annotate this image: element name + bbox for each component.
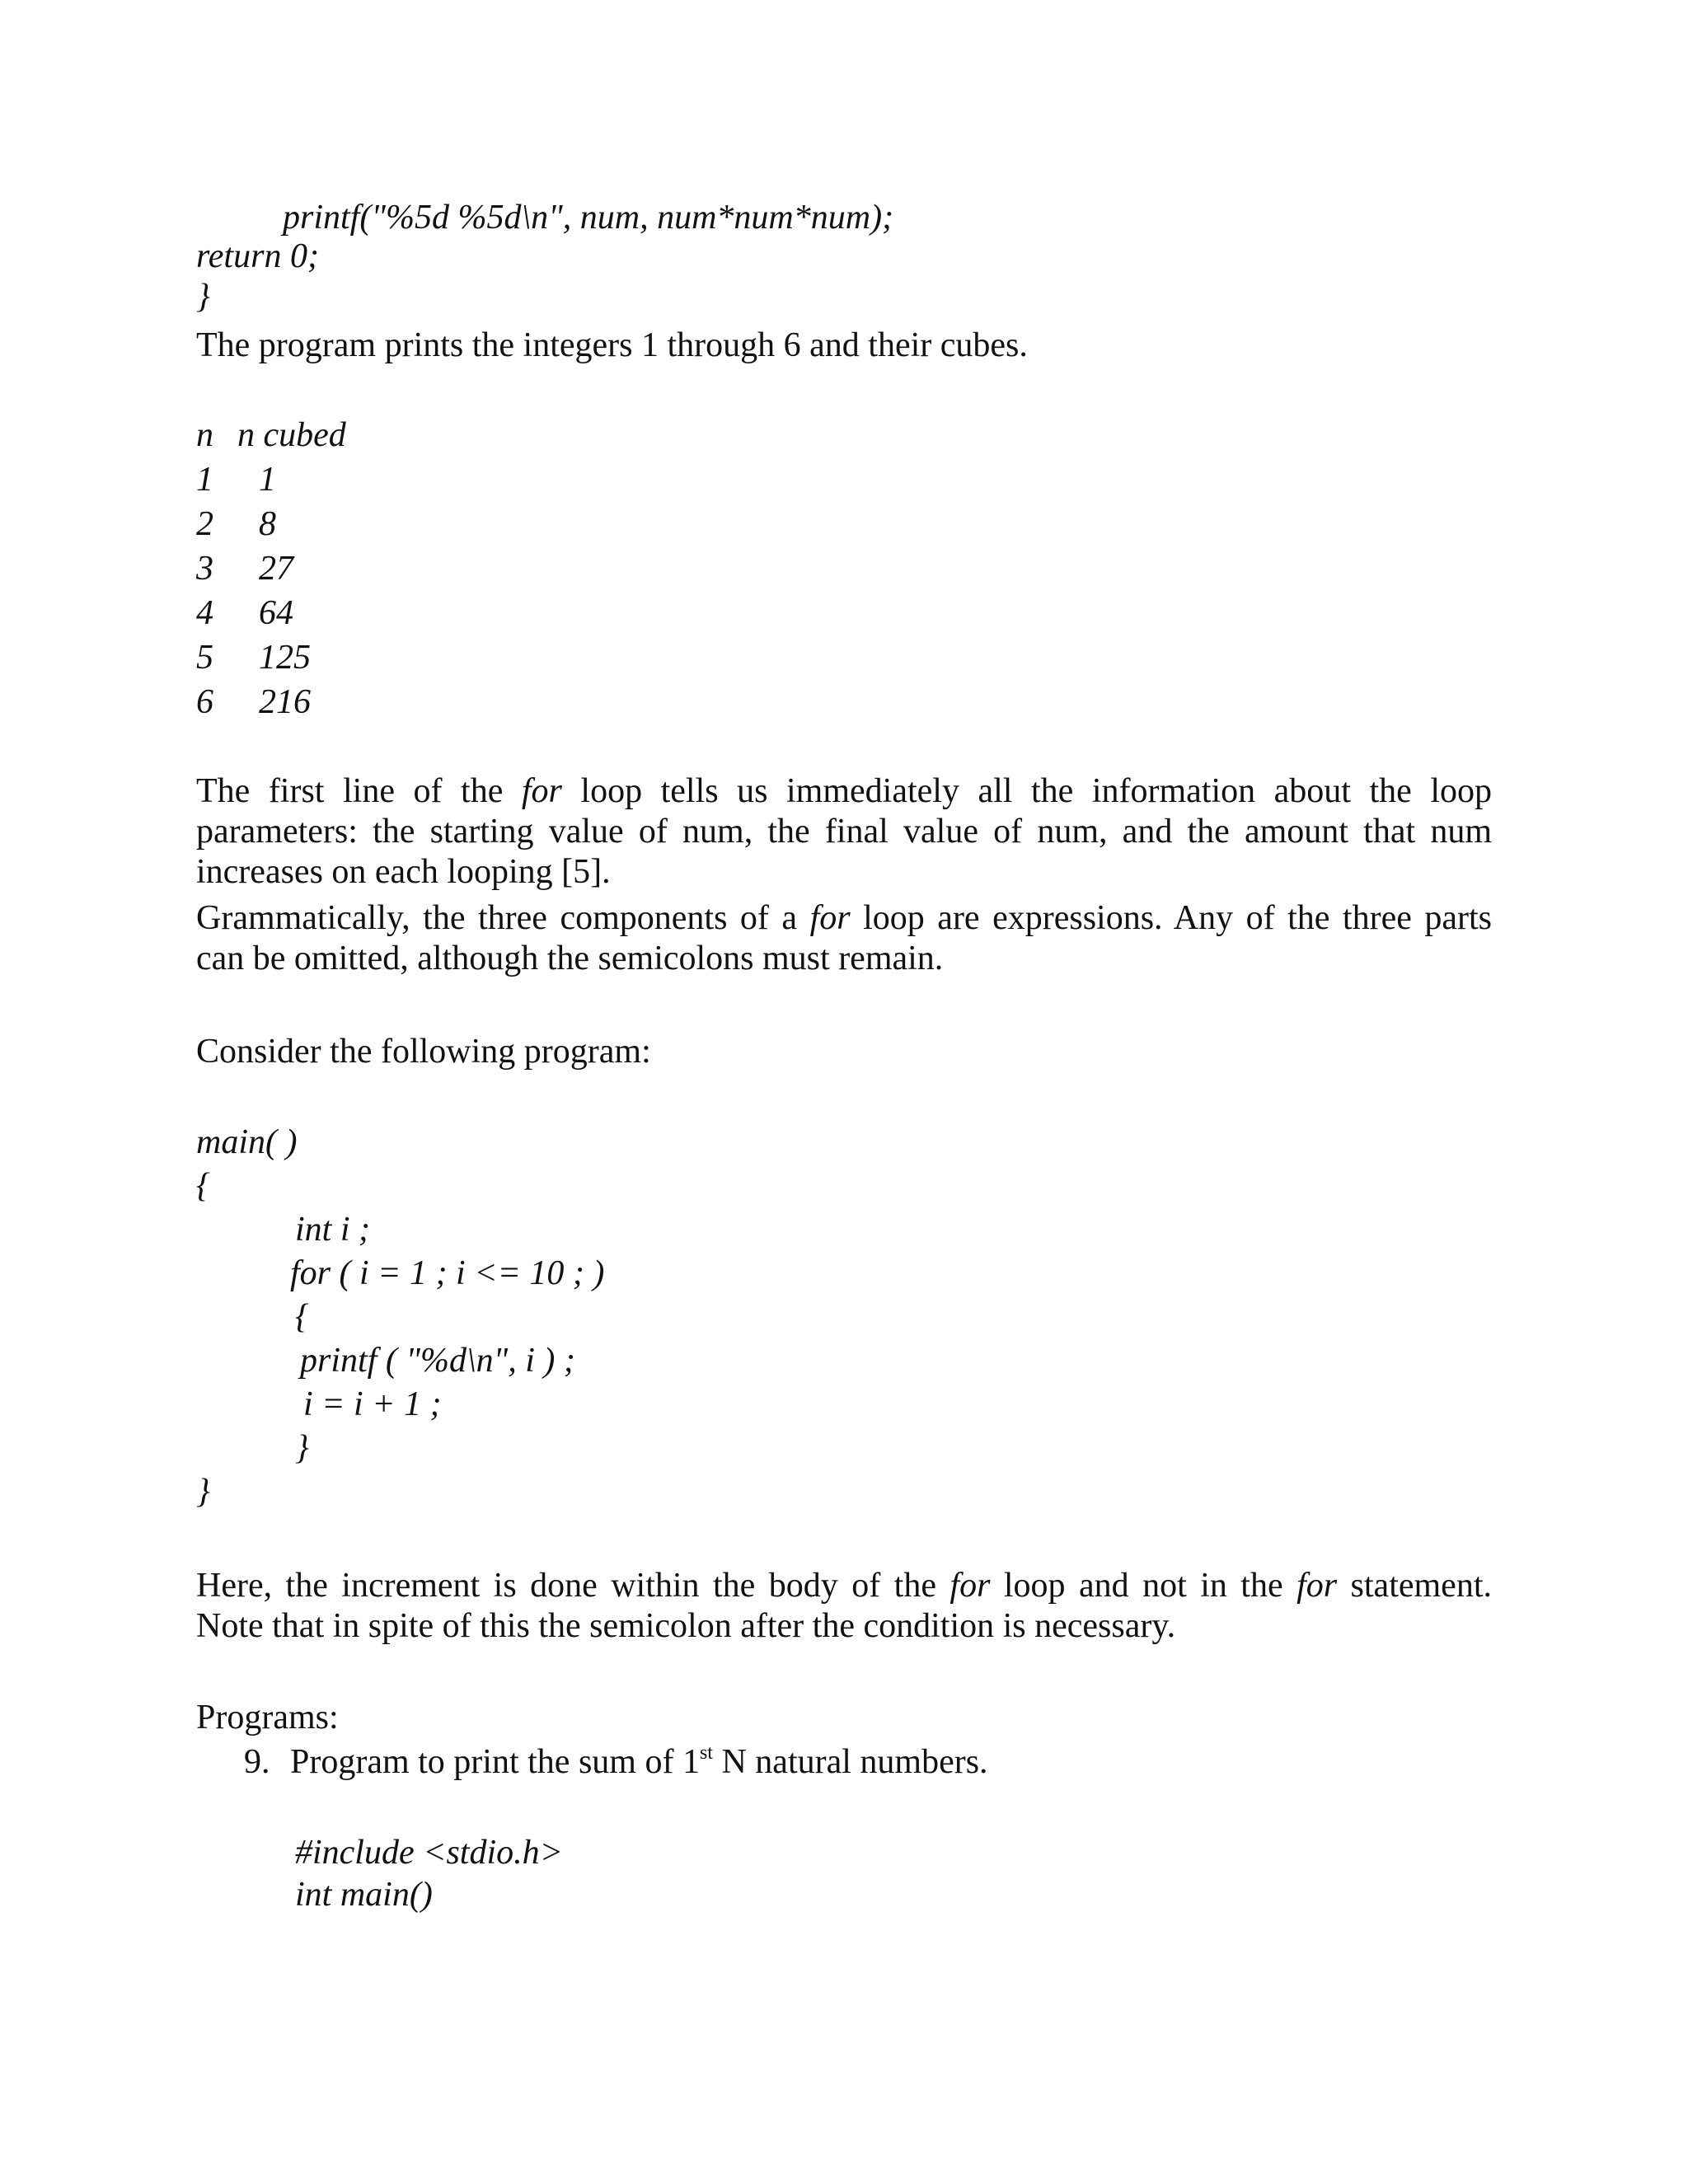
code-main: main( ) <box>196 1123 298 1161</box>
code-inner-close: } <box>295 1429 309 1467</box>
intro-sentence: The program prints the integers 1 through 6 and their cubes. <box>196 326 1028 364</box>
paragraph-line: increases on each looping [5]. <box>196 853 611 891</box>
code-int-main: int main() <box>295 1876 433 1914</box>
list-item-number: 9. <box>244 1743 270 1781</box>
keyword-for: for <box>950 1567 991 1605</box>
programs-heading: Programs: <box>196 1699 339 1736</box>
code-open-brace: { <box>196 1167 210 1205</box>
table-cell-n: 3 <box>196 550 213 588</box>
code-include: #include <stdio.h> <box>295 1834 563 1872</box>
code-inner-open: { <box>295 1298 309 1336</box>
code-printf-stmt: printf ( "%d\n", i ) ; <box>300 1342 575 1380</box>
paragraph-line: parameters: the starting value of num, the final value of num, and the amount that num <box>196 813 1492 851</box>
table-cell-n: 6 <box>196 683 213 721</box>
superscript-st: st <box>699 1742 713 1764</box>
table-cell-n: 2 <box>196 505 213 543</box>
table-header-n-cubed: n cubed <box>237 416 346 454</box>
table-cell-cube: 64 <box>259 594 293 632</box>
code-printf-line: printf("%5d %5d\n", num, num*num*num); <box>283 199 894 237</box>
table-cell-cube: 1 <box>259 461 276 499</box>
table-cell-cube: 8 <box>259 505 276 543</box>
paragraph-line: The first line of the for loop tells us immediately all the information about the loop <box>196 772 1492 810</box>
table-header-n: n <box>196 416 213 454</box>
code-increment: i = i + 1 ; <box>303 1385 442 1423</box>
table-cell-cube: 216 <box>259 683 311 721</box>
table-cell-n: 4 <box>196 594 213 632</box>
table-cell-cube: 27 <box>259 550 293 588</box>
consider-text: Consider the following program: <box>196 1033 651 1071</box>
table-cell-cube: 125 <box>259 639 311 677</box>
keyword-for: for <box>809 899 851 937</box>
table-cell-n: 5 <box>196 639 213 677</box>
keyword-for: for <box>521 772 562 810</box>
code-for-stmt: for ( i = 1 ; i <= 10 ; ) <box>290 1254 605 1292</box>
paragraph-line: Here, the increment is done within the body of the for loop and not in the for statement. <box>196 1567 1492 1605</box>
code-close-brace: } <box>196 278 210 316</box>
paragraph-line: Note that in spite of this the semicolon after the condition is necessary. <box>196 1607 1176 1645</box>
paragraph-line: Grammatically, the three components of a for loop are expressions. Any of the three parts <box>196 899 1493 937</box>
code-decl: int i ; <box>295 1211 370 1249</box>
code-return-line: return 0; <box>196 237 319 275</box>
table-cell-n: 1 <box>196 461 213 499</box>
code-close-brace: } <box>196 1473 210 1511</box>
paragraph-line: can be omitted, although the semicolons must remain. <box>196 940 944 977</box>
list-item-text: Program to print the sum of 1st N natural numbers. <box>290 1742 988 1781</box>
keyword-for: for <box>1296 1567 1338 1605</box>
